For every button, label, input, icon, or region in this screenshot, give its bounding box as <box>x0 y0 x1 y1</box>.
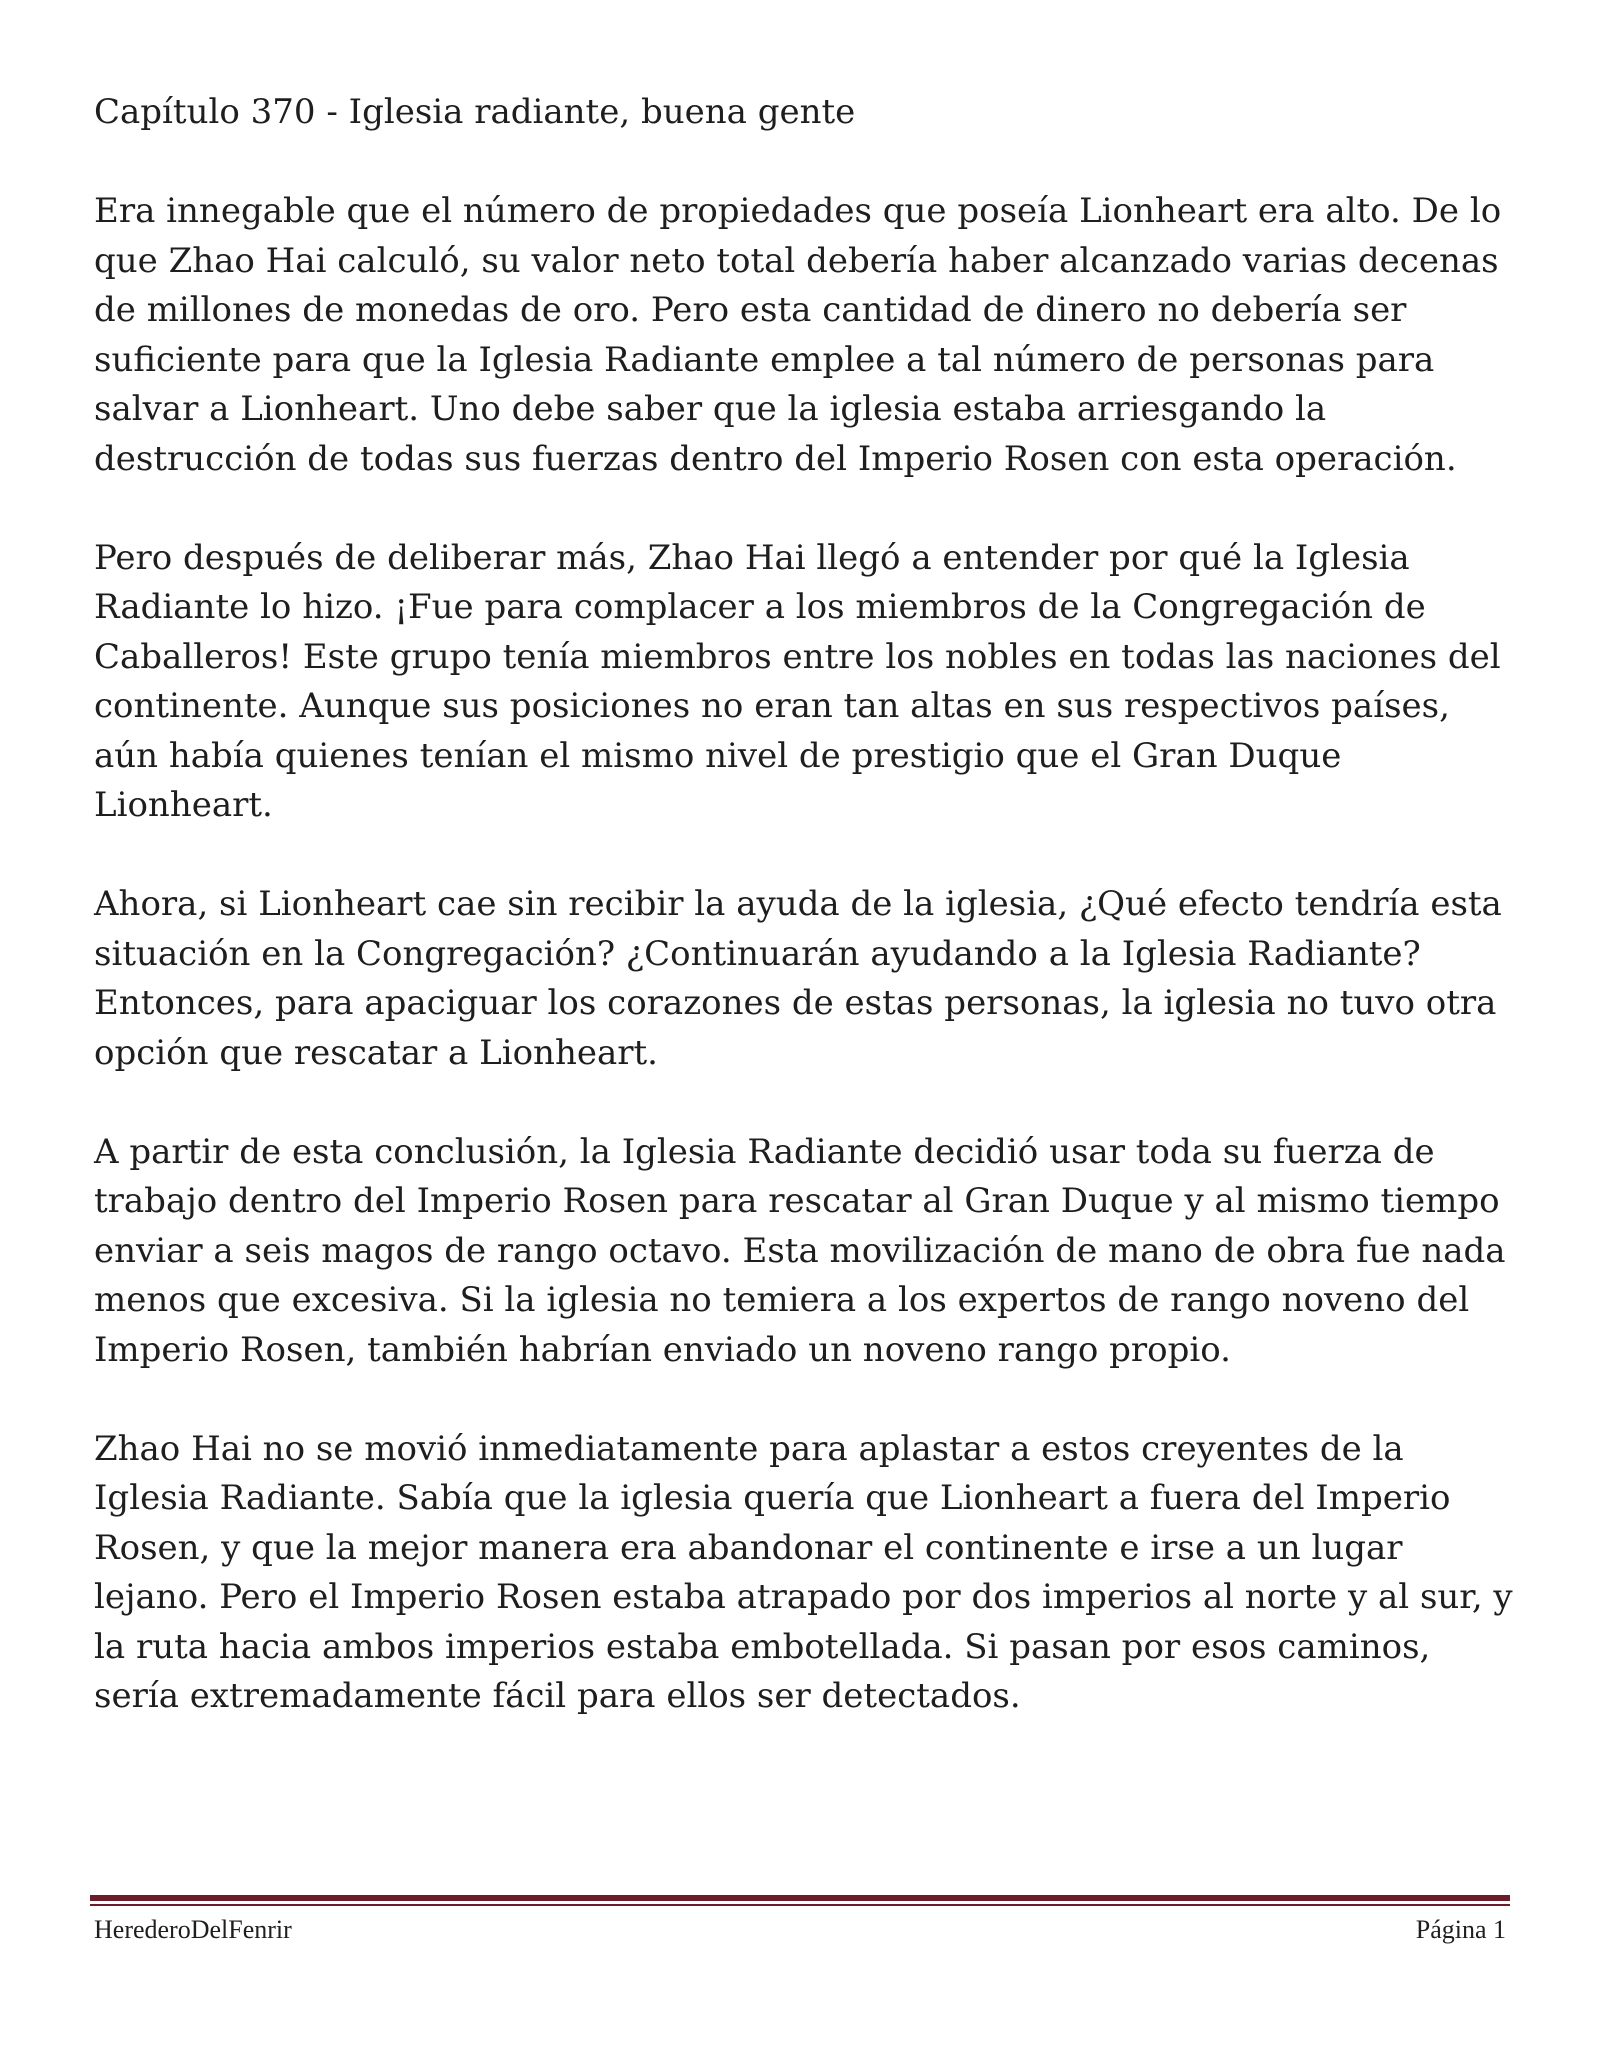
paragraph-2: Pero después de deliberar más, Zhao Hai llegó a entender por qué la Iglesia Radiante lo hizo. ¡Fue para complacer a los miembros de la Congregación de Caballeros! Este grupo tenía miembros entre los nobles en todas las naciones del continente. Aunque sus posiciones no eran tan altas en sus respectivos países, aún había quienes tenían el mismo nivel de prestigio que el Gran Duque Lionheart. <box>94 537 1501 825</box>
footer-author: HerederoDelFenrir <box>94 1915 292 1944</box>
paragraph-1: Era innegable que el número de propiedades que poseía Lionheart era alto. De lo que Zhao Hai calculó, su valor neto total debería haber alcanzado varias decenas de millones de monedas de oro. Pero esta cantidad de dinero no debería ser suficiente para que la Iglesia Radiante emplee a tal número de personas para salvar a Lionheart. Uno debe saber que la iglesia estaba arriesgando la destrucción de todas sus fuerzas dentro del Imperio Rosen con esta operación. <box>94 191 1502 479</box>
footer-divider-thin <box>90 1904 1510 1906</box>
paragraph-4: A partir de esta conclusión, la Iglesia Radiante decidió usar toda su fuerza de trabajo dentro del Imperio Rosen para rescatar al Gran Duque y al mismo tiempo enviar a seis magos de rango octavo. Esta movilización de mano de obra fue nada menos que excesiva. Si la iglesia no temiera a los expertos de rango noveno del Imperio Rosen, también habrían enviado un noveno rango propio. <box>94 1131 1506 1370</box>
chapter-title: Capítulo 370 - Iglesia radiante, buena gente <box>94 92 856 132</box>
footer-divider-thick <box>90 1895 1510 1901</box>
document-body <box>94 88 1514 1771</box>
paragraph-3: Ahora, si Lionheart cae sin recibir la ayuda de la iglesia, ¿Qué efecto tendría esta situación en la Congregación? ¿Continuarán ayudando a la Iglesia Radiante? Entonces, para apaciguar los corazones de estas personas, la iglesia no tuvo otra opción que rescatar a Lionheart. <box>94 884 1502 1073</box>
footer-page-number: Página 1 <box>1415 1915 1506 1944</box>
paragraph-5: Zhao Hai no se movió inmediatamente para aplastar a estos creyentes de la Iglesia Radiante. Sabía que la iglesia quería que Lionheart a fuera del Imperio Rosen, y que la mejor manera era abandonar el continente e irse a un lugar lejano. Pero el Imperio Rosen estaba atrapado por dos imperios al norte y al sur, y la ruta hacia ambos imperios estaba embotellada. Si pasan por esos caminos, sería extremadamente fácil para ellos ser detectados. <box>94 1428 1513 1716</box>
